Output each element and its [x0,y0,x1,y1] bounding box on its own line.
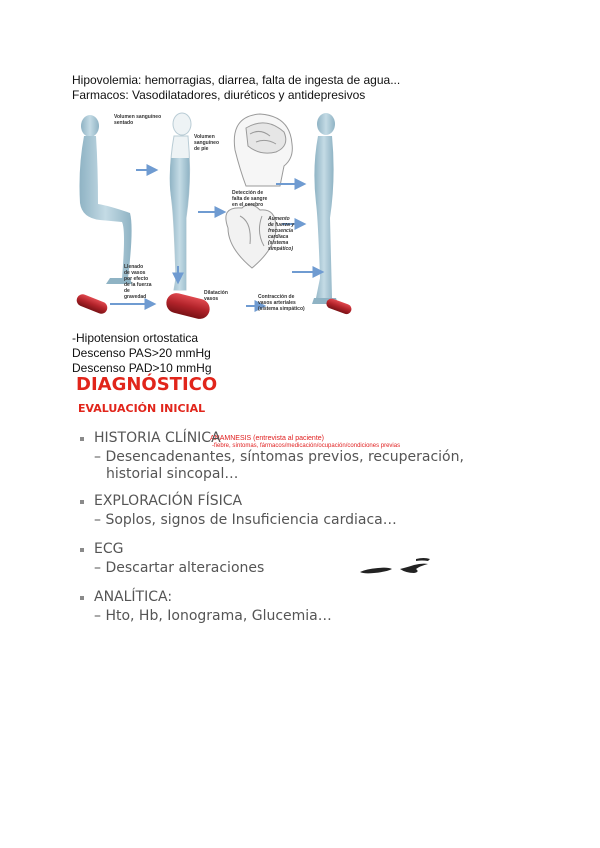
bullet-dot [80,500,84,504]
bullet-dot [80,437,84,441]
bullet-dot [80,548,84,552]
item-ecg-detail: – Descartar alteraciones [94,560,265,576]
label-line: de pie [194,146,209,152]
label-line: de fuerza y [268,222,295,228]
item-historia-clinica-detail: – Desencadenantes, síntomas previos, recuperación, [94,449,464,465]
label-brain-detection [232,190,268,208]
slide-title: DIAGNÓSTICO [76,374,218,395]
item-ecg: ECG [94,541,124,557]
standing-figure-fill [170,113,191,290]
anamnesis-note: ANAMNESIS (entrevista al paciente) [210,435,324,442]
intro-line-hypovolemia: Hipovolemia: hemorragias, diarrea, falta de ingesta de agua... [72,73,401,87]
label-line: Aumento [268,216,290,222]
label-blood-volume-sitting [114,114,161,126]
label-vessel-dilation [204,290,228,302]
orthostatic-pad: Descenso PAD>10 mmHg [72,361,212,375]
anamnesis-detail-note: -fiebre, síntomas, fármacos/medicación/ocupación/condiciones previas [212,443,401,449]
slide-subtitle: EVALUACIÓN INICIAL [78,402,206,415]
orthostatic-title: -Hipotension ortostatica [72,331,199,345]
item-historia-clinica: HISTORIA CLÍNICA [94,430,221,446]
label-line: en el cerebro [232,202,264,208]
label-line: Llenado [124,264,144,270]
label-line: de la fuerza [124,282,152,288]
orthostatic-pas: Descenso PAS>20 mmHg [72,346,211,360]
label-line: (sistema [268,240,289,246]
label-line: gravedad [124,294,147,300]
label-line: de [124,288,130,294]
label-line: Volumen [194,134,215,140]
seated-figure [80,115,133,284]
item-exploracion-fisica-detail: – Soplos, signos de Insuficiencia cardiaca… [94,512,397,528]
bullet-dot [80,596,84,600]
intro-line-drugs: Farmacos: Vasodilatadores, diuréticos y antidepresivos [72,88,366,102]
label-heart-increase [267,216,294,252]
label-vessel-contraction [258,294,305,312]
item-analitica: ANALÍTICA: [94,589,173,605]
brain-head [234,114,292,186]
label-line: de vasos [124,270,146,276]
label-vessel-filling [124,264,152,300]
label-blood-volume-standing [194,134,219,152]
item-exploracion-fisica: EXPLORACIÓN FÍSICA [94,493,243,509]
label-line: Contracción de [258,294,295,300]
item-historia-clinica-detail-cont: historial sincopal… [106,466,239,482]
label-line: frecuencia [268,228,294,234]
label-line: cardíaca [268,234,289,240]
item-analitica-detail: – Hto, Hb, Ionograma, Glucemia… [94,608,332,624]
label-line: vasos [204,296,219,302]
label-line: sanguíneo [194,140,220,146]
orthostatic-physiology-illustration [70,108,362,324]
label-line: Volumen sanguíneo [114,114,162,120]
label-line: sentado [114,120,134,126]
label-line: (sistema simpático) [258,306,305,312]
label-line: por efecto [124,276,149,282]
handwritten-scribble [356,555,432,577]
label-line: simpático) [268,246,294,252]
label-line: Dilatación [204,290,228,296]
standing-figure-right [312,113,338,304]
label-line: vasos arteriales [258,300,296,306]
label-line: falta de sangre [232,196,268,202]
label-line: Detección de [232,190,264,196]
